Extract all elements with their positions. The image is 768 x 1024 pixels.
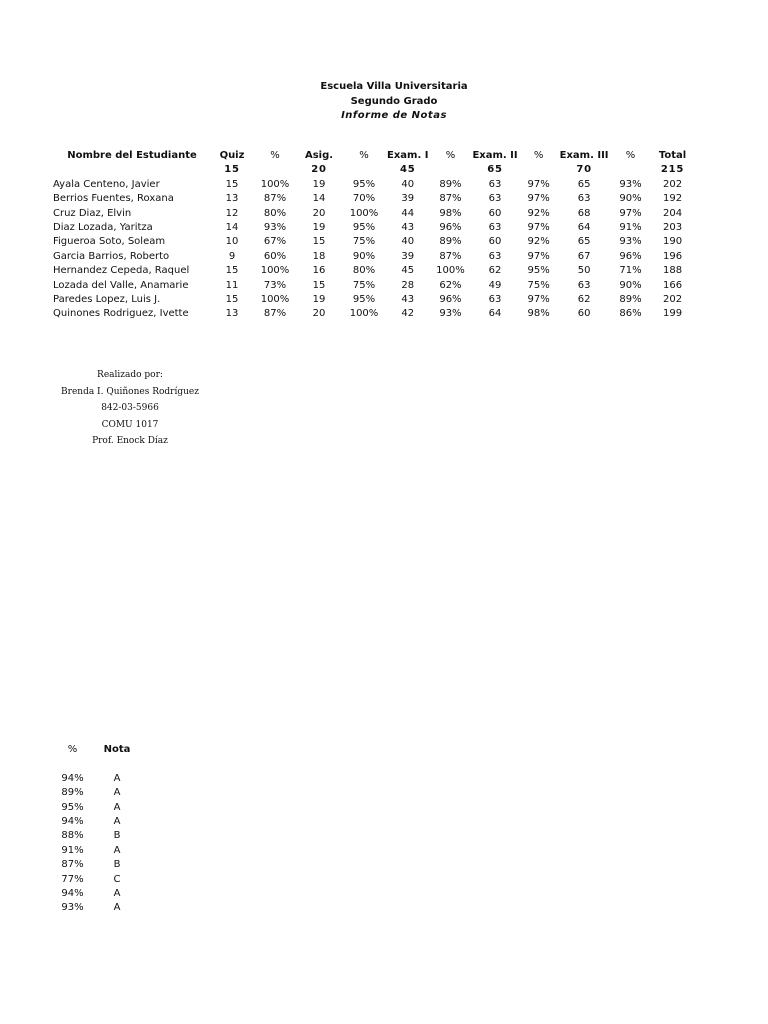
exam1-pct: 96% [439,222,462,234]
exam3-pct: 93% [619,178,642,190]
exam1-score: 44 [401,207,415,219]
exam3-pct: 91% [619,222,642,234]
asig-score: 19 [312,178,326,190]
scale-header-pct: % [67,744,78,755]
asig-pct: 70% [352,193,376,205]
asig-score: 15 [312,279,326,291]
exam1-score: 28 [401,279,415,291]
asig-score: 20 [312,308,326,320]
student-name: Garcia Barrios, Roberto [53,250,170,262]
scale-grade: A [113,902,121,914]
exam1-score: 40 [401,178,415,190]
asig-pct: 75% [352,279,376,291]
max-points-cell: 20 [311,164,327,176]
exam2-pct: 97% [527,222,550,234]
quiz-score: 13 [225,308,239,320]
max-points-cell [518,163,560,177]
max-points-cell [609,163,653,177]
total-score: 190 [662,236,683,248]
exam1-pct: 93% [439,308,462,320]
quiz-score: 11 [225,279,239,291]
scale-row [50,815,139,829]
scale-pct: 94% [61,888,84,900]
scale-grade: A [113,844,121,856]
quiz-pct: 67% [263,236,287,248]
col-header-exam2-pct: % [533,150,544,161]
col-header-exam3-pct: % [625,150,636,161]
exam1-pct: 100% [436,265,465,277]
asig-score: 16 [312,265,326,277]
course-code: COMU 1017 [101,419,159,430]
student-row [50,279,693,293]
student-row [50,293,693,307]
asig-pct: 95% [352,294,376,306]
scale-row [50,772,139,786]
grades-header-row [50,149,693,163]
asig-score: 14 [312,193,326,205]
exam2-pct: 92% [527,207,550,219]
exam1-score: 39 [401,193,415,205]
exam2-pct: 75% [527,279,550,291]
max-points-cell: 15 [224,164,240,176]
asig-pct: 90% [352,250,376,262]
student-row [50,264,693,278]
total-score: 204 [662,207,683,219]
total-score: 203 [662,222,683,234]
scale-pct: 89% [61,787,84,799]
scale-row [50,786,139,800]
col-header-exam1: Exam. I [387,150,429,161]
scale-row [50,873,139,887]
quiz-score: 13 [225,193,239,205]
total-score: 199 [662,308,683,320]
total-score: 202 [662,178,683,190]
asig-score: 15 [312,236,326,248]
student-row [50,178,693,192]
exam2-pct: 97% [527,294,550,306]
total-score: 166 [662,279,683,291]
exam2-pct: 95% [527,265,550,277]
max-points-cell [253,163,297,177]
student-name: Ayala Centeno, Javier [53,178,160,190]
max-points-cell: 215 [660,164,685,176]
scale-pct: 94% [61,772,84,784]
asig-pct: 100% [349,308,379,320]
asig-pct: 100% [349,207,379,219]
exam3-score: 67 [577,250,591,262]
exam3-pct: 93% [619,236,642,248]
student-name: Hernandez Cepeda, Raquel [53,265,190,277]
exam1-score: 43 [401,222,415,234]
quiz-score: 10 [225,236,239,248]
grades-table [50,149,693,322]
exam1-pct: 89% [439,178,462,190]
quiz-score: 14 [225,222,239,234]
author-name: Brenda I. Quiñones Rodríguez [61,386,199,397]
max-points-cell [428,163,472,177]
exam3-score: 65 [577,236,591,248]
scale-row [50,844,139,858]
quiz-pct: 87% [263,308,287,320]
exam3-pct: 71% [619,265,642,277]
quiz-pct: 100% [260,178,290,190]
quiz-score: 15 [225,294,239,306]
exam1-score: 40 [401,236,415,248]
quiz-pct: 73% [263,279,287,291]
total-score: 202 [662,294,683,306]
student-name: Quinones Rodriguez, Ivette [53,308,189,320]
exam1-pct: 87% [439,250,462,262]
school-name: Escuela Villa Universitaria [320,81,468,92]
scale-row [50,901,139,915]
exam3-pct: 97% [619,207,642,219]
grade-scale-table [50,743,139,916]
exam2-score: 63 [488,193,502,205]
scale-pct: 77% [61,873,84,885]
asig-pct: 80% [352,265,376,277]
scale-spacer-row [50,757,139,771]
quiz-pct: 93% [263,222,287,234]
total-score: 188 [662,265,683,277]
exam2-score: 49 [488,279,502,291]
quiz-score: 15 [225,178,239,190]
col-header-exam3: Exam. III [559,150,609,161]
exam1-score: 42 [401,308,415,320]
max-points-row [50,163,693,177]
student-id: 842-03-5966 [101,403,159,413]
exam3-score: 60 [577,308,591,320]
col-header-total: Total [658,150,687,161]
exam1-score: 43 [401,294,415,306]
quiz-pct: 100% [260,265,290,277]
scale-pct: 91% [61,844,84,856]
asig-pct: 95% [352,178,376,190]
scale-pct: 95% [61,801,84,813]
asig-pct: 75% [352,236,376,248]
asig-score: 19 [312,222,326,234]
professor-name: Prof. Enock Díaz [92,436,168,446]
exam2-pct: 97% [527,193,550,205]
exam2-pct: 92% [527,236,550,248]
exam1-pct: 87% [439,193,462,205]
col-header-exam2: Exam. II [472,150,518,161]
scale-pct: 93% [61,902,84,914]
scale-grade: C [113,873,121,885]
exam3-pct: 90% [619,279,642,291]
exam1-pct: 98% [439,207,462,219]
max-points-cell: 45 [399,164,416,176]
student-row [50,307,693,321]
col-header-quiz-pct: % [270,150,280,161]
exam2-score: 64 [488,308,502,320]
student-name: Lozada del Valle, Anamarie [53,279,189,291]
grade-level: Segundo Grado [350,95,438,107]
student-name: Cruz Diaz, Elvin [53,207,132,219]
scale-grade: A [113,787,121,799]
exam2-pct: 98% [527,308,550,320]
asig-score: 20 [312,207,326,219]
col-header-name: Nombre del Estudiante [67,150,197,161]
exam3-pct: 96% [619,250,642,262]
exam3-score: 50 [577,265,591,277]
exam1-pct: 96% [439,294,462,306]
student-row [50,192,693,206]
total-score: 192 [662,193,683,205]
scale-pct: 87% [61,859,84,871]
asig-score: 19 [312,294,326,306]
exam2-score: 63 [488,250,502,262]
quiz-pct: 60% [263,250,287,262]
student-name: Figueroa Soto, Soleam [53,236,166,248]
student-row [50,250,693,264]
exam3-pct: 86% [619,308,642,320]
exam2-pct: 97% [527,178,550,190]
exam3-pct: 89% [619,294,642,306]
col-header-quiz: Quiz [219,150,245,161]
report-title: Informe de Notas [341,110,447,121]
quiz-score: 15 [225,265,239,277]
asig-pct: 95% [352,222,376,234]
scale-row [50,829,139,843]
credits-block [50,367,210,450]
exam3-pct: 90% [619,193,642,205]
scale-grade: A [113,772,121,784]
quiz-pct: 80% [263,207,287,219]
student-row [50,221,693,235]
exam3-score: 63 [577,279,591,291]
quiz-score: 9 [228,250,236,262]
scale-pct: 94% [61,816,84,828]
scale-grade: A [113,816,121,828]
student-row [50,235,693,249]
col-header-asig-pct: % [359,150,369,161]
scale-grade: B [113,859,121,871]
scale-grade: A [113,801,121,813]
exam1-pct: 89% [439,236,462,248]
report-header [0,80,768,124]
scale-row [50,887,139,901]
credits-label: Realizado por: [97,370,163,380]
col-header-exam1-pct: % [445,150,456,161]
scale-row [50,801,139,815]
asig-score: 18 [312,250,326,262]
exam2-score: 63 [488,222,502,234]
student-name: Diaz Lozada, Yaritza [53,222,153,234]
exam3-score: 65 [577,178,591,190]
exam2-score: 62 [488,265,502,277]
quiz-score: 12 [225,207,239,219]
max-points-cell [341,163,387,177]
scale-row [50,858,139,872]
student-name: Paredes Lopez, Luis J. [53,294,161,306]
student-row [50,207,693,221]
exam3-score: 63 [577,193,591,205]
student-name: Berrios Fuentes, Roxana [53,193,174,205]
exam3-score: 62 [577,294,591,306]
total-score: 196 [662,250,683,262]
scale-header-nota: Nota [103,744,131,755]
exam2-score: 63 [488,178,502,190]
exam3-score: 64 [577,222,591,234]
exam2-score: 60 [488,207,502,219]
scale-pct: 88% [61,830,84,842]
scale-grade: B [113,830,121,842]
col-header-asig: Asig. [304,150,334,161]
max-points-cell: 70 [576,164,592,176]
scale-header-row [50,743,139,757]
scale-grade: A [113,888,121,900]
max-points-cell [50,163,211,177]
exam1-pct: 62% [439,279,462,291]
exam2-pct: 97% [527,250,550,262]
quiz-pct: 100% [260,294,290,306]
max-points-cell: 65 [487,164,503,176]
exam2-score: 63 [488,294,502,306]
exam1-score: 39 [401,250,415,262]
quiz-pct: 87% [263,193,287,205]
exam3-score: 68 [577,207,591,219]
exam1-score: 45 [401,265,415,277]
exam2-score: 60 [488,236,502,248]
